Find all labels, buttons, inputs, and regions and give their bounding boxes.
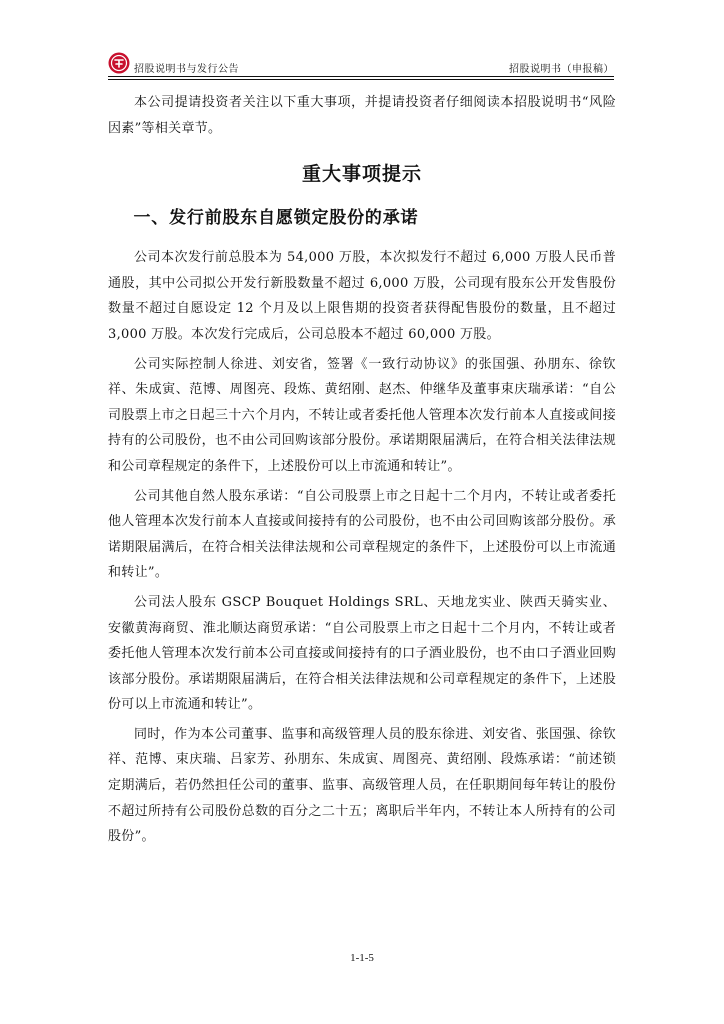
section-title: 一、发行前股东自愿锁定股份的承诺 xyxy=(133,208,419,229)
header-divider-thin xyxy=(108,79,614,80)
header-left-title: 招股说明书与发行公告 xyxy=(134,64,239,75)
page-header xyxy=(108,52,614,76)
paragraph-management-commitment: 同时，作为本公司董事、监事和高级管理人员的股东徐进、刘安省、张国强、徐钦祥、范博、束庆瑞、吕家芳、孙朋东、朱成寅、周图亮、黄绍刚、段炼承诺：“前述锁定期满后，若仍然担任公司的董事、监事、高级管理人员，在任职期间每年转让的股份不超过所持有公司股份总数的百分之二十五；离职后半年内，不转让本人所持有的公司股份”。 xyxy=(108,726,616,845)
header-divider xyxy=(108,76,614,77)
page-number: 1-1-5 xyxy=(350,952,374,964)
document-body xyxy=(108,90,616,854)
main-title: 重大事项提示 xyxy=(301,163,422,186)
intro-paragraph: 本公司提请投资者关注以下重大事项，并提请投资者仔细阅读本招股说明书“风险因素”等相关章节。 xyxy=(108,95,616,136)
header-right-title: 招股说明书（申报稿） xyxy=(509,64,614,75)
paragraph-share-capital: 公司本次发行前总股本为 54,000 万股，本次拟发行不超过 6,000 万股人民币普通股，其中公司拟公开发行新股数量不超过 6,000 万股，公司现有股东公开发售股份数量不超过自愿设定 12 个月及以上限售期的投资者获得配售股份的数量，且不超过 3,000 万股。本次发行完成后，公司总股本不超过 60,000 万股。 xyxy=(108,250,616,342)
company-logo-icon xyxy=(108,52,130,74)
paragraph-legal-person-commitment: 公司法人股东 GSCP Bouquet Holdings SRL、天地龙实业、陕西天骑实业、安徽黄海商贸、淮北顺达商贸承诺：“自公司股票上市之日起十二个月内，不转让或者委托他人管理本次发行前本公司直接或间接持有的口子酒业股份，也不由口子酒业回购该部分股份。承诺期限届满后，在符合相关法律法规和公司章程规定的条件下，上述股份可以上市流通和转让”。 xyxy=(108,594,616,713)
paragraph-natural-person-commitment: 公司其他自然人股东承诺：“自公司股票上市之日起十二个月内，不转让或者委托他人管理本次发行前本人直接或间接持有的公司股份，也不由公司回购该部分股份。承诺期限届满后，在符合相关法律法规和公司章程规定的条件下，上述股份可以上市流通和转让”。 xyxy=(108,488,616,581)
paragraph-controller-commitment: 公司实际控制人徐进、刘安省，签署《一致行动协议》的张国强、孙朋东、徐钦祥、朱成寅、范博、周图亮、段炼、黄绍刚、赵杰、仲继华及董事束庆瑞承诺：“自公司股票上市之日起三十六个月内，不转让或者委托他人管理本次发行前本人直接或间接持有的公司股份，也不由公司回购该部分股份。承诺期限届满后，在符合相关法律法规和公司章程规定的条件下，上述股份可以上市流通和转让”。 xyxy=(108,356,616,474)
